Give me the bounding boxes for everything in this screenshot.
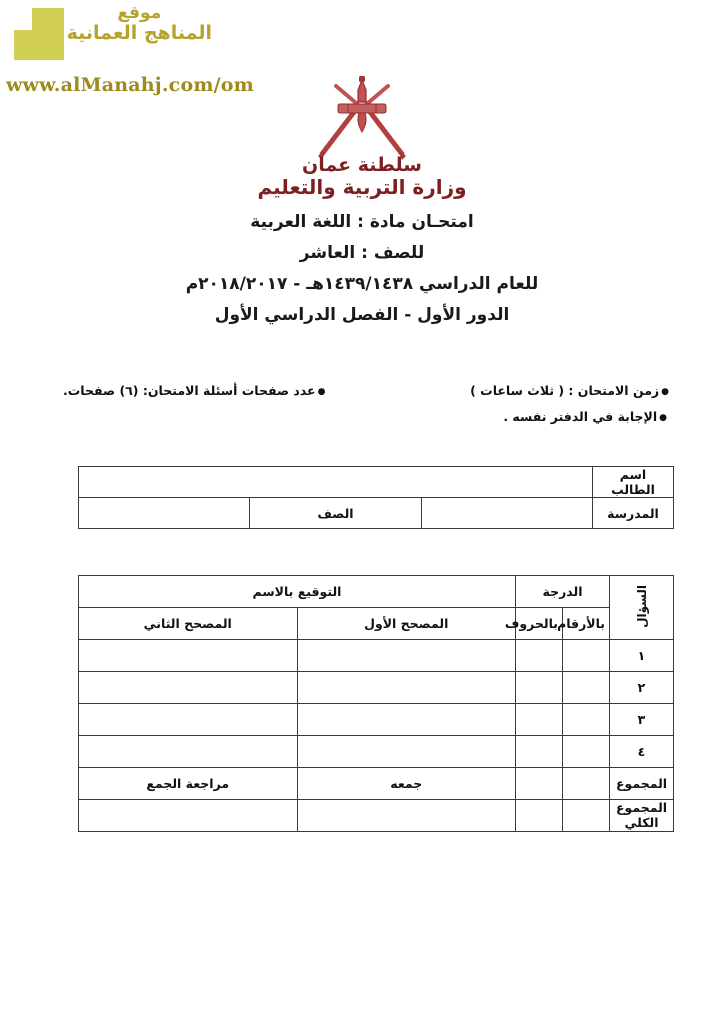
oman-national-emblem-icon — [302, 76, 422, 162]
national-emblem-block — [0, 76, 724, 197]
notes-second-row — [55, 409, 669, 424]
school-label: المدرسة — [593, 498, 674, 529]
header-grade-group: الدرجة — [516, 576, 610, 608]
question-number: ١ — [610, 640, 674, 672]
stepped-square-logo-icon — [14, 8, 64, 60]
table-total-row — [79, 768, 674, 800]
grand-total-label — [610, 800, 674, 832]
class-label: الصف — [250, 498, 421, 529]
marker-one-cell[interactable] — [297, 640, 516, 672]
question-number: ٣ — [610, 704, 674, 736]
header-marker-one: المصحح الأول — [297, 608, 516, 640]
total-numbers-cell[interactable] — [563, 768, 610, 800]
grade-letters-cell[interactable] — [516, 704, 563, 736]
total-label: المجموع — [610, 768, 674, 800]
header-grade-letters: بالحروف — [516, 608, 563, 640]
notes-first-row — [55, 383, 669, 398]
total-marker-two-cell: مراجعة الجمع — [79, 768, 298, 800]
table-row — [79, 498, 674, 529]
exam-notes-block — [55, 383, 669, 424]
total-marker-one-cell: جمعه — [297, 768, 516, 800]
header-marker-two: المصحح الثاني — [79, 608, 298, 640]
grade-numbers-cell[interactable] — [563, 736, 610, 768]
exam-session-title: الدور الأول - الفصل الدراسي الأول — [214, 305, 510, 325]
exam-title-block — [0, 214, 724, 338]
grade-numbers-cell[interactable] — [563, 640, 610, 672]
table-row — [79, 640, 674, 672]
table-subheader-row — [79, 608, 674, 640]
note-exam-duration: ● زمن الامتحان : ( ثلاث ساعات ) — [470, 383, 669, 398]
grand-total-numbers-cell[interactable] — [563, 800, 610, 832]
grand-total-label-line2: الكلي — [624, 814, 659, 830]
brand-name — [67, 4, 212, 44]
grade-letters-cell[interactable] — [516, 672, 563, 704]
marker-two-cell[interactable] — [79, 736, 298, 768]
student-identity-table — [78, 466, 674, 529]
grand-total-label-line1: المجموع — [615, 800, 668, 816]
emblem-caption-ministry: وزارة التربية والتعليم — [257, 175, 467, 199]
school-field[interactable] — [421, 498, 592, 529]
marks-summary-table — [78, 575, 674, 832]
table-row — [79, 736, 674, 768]
note-page-count: ● عدد صفحات أسئلة الامتحان: (٦) صفحات. — [63, 383, 325, 398]
brand-line-2: المناهج العمانية — [66, 22, 212, 45]
table-row — [79, 467, 674, 498]
grade-numbers-cell[interactable] — [563, 672, 610, 704]
marker-two-cell[interactable] — [79, 640, 298, 672]
marker-two-cell[interactable] — [79, 704, 298, 736]
grand-total-letters-cell[interactable] — [516, 800, 563, 832]
exam-grade-title: للصف : العاشر — [299, 243, 425, 263]
exam-subject-title: امتحـان مادة : اللغة العربية — [250, 212, 474, 232]
marker-one-cell[interactable] — [297, 736, 516, 768]
emblem-caption — [0, 156, 724, 197]
brand-line-1: موقع — [117, 3, 162, 23]
question-number: ٤ — [610, 736, 674, 768]
table-row — [79, 704, 674, 736]
student-name-field[interactable] — [79, 467, 593, 498]
marker-two-cell[interactable] — [79, 672, 298, 704]
grade-numbers-cell[interactable] — [563, 704, 610, 736]
header-grade-numbers: بالأرقام — [563, 608, 610, 640]
table-header-row — [79, 576, 674, 608]
table-grand-total-row — [79, 800, 674, 832]
table-row — [79, 672, 674, 704]
header-question-label: السؤال — [634, 584, 649, 628]
class-field[interactable] — [79, 498, 250, 529]
emblem-caption-country: سلطنة عمان — [302, 154, 422, 176]
total-letters-cell[interactable] — [516, 768, 563, 800]
question-number: ٢ — [610, 672, 674, 704]
marker-one-cell[interactable] — [297, 704, 516, 736]
grade-letters-cell[interactable] — [516, 640, 563, 672]
exam-academic-year: للعام الدراسي ١٤٣٩/١٤٣٨هـ - ٢٠١٨/٢٠١٧م — [185, 274, 539, 294]
grand-total-marker-one-cell[interactable] — [297, 800, 516, 832]
header-signature-group: التوقيع بالاسم — [79, 576, 516, 608]
note-answer-in-booklet: ● الإجابة في الدفتر نفسه . — [503, 409, 667, 424]
brand-website-url: www.alManahj.com/om — [6, 74, 254, 96]
student-name-label: اسم الطالب — [593, 467, 674, 498]
grade-letters-cell[interactable] — [516, 736, 563, 768]
marker-one-cell[interactable] — [297, 672, 516, 704]
header-question-column — [610, 576, 674, 640]
grand-total-marker-two-cell[interactable] — [79, 800, 298, 832]
